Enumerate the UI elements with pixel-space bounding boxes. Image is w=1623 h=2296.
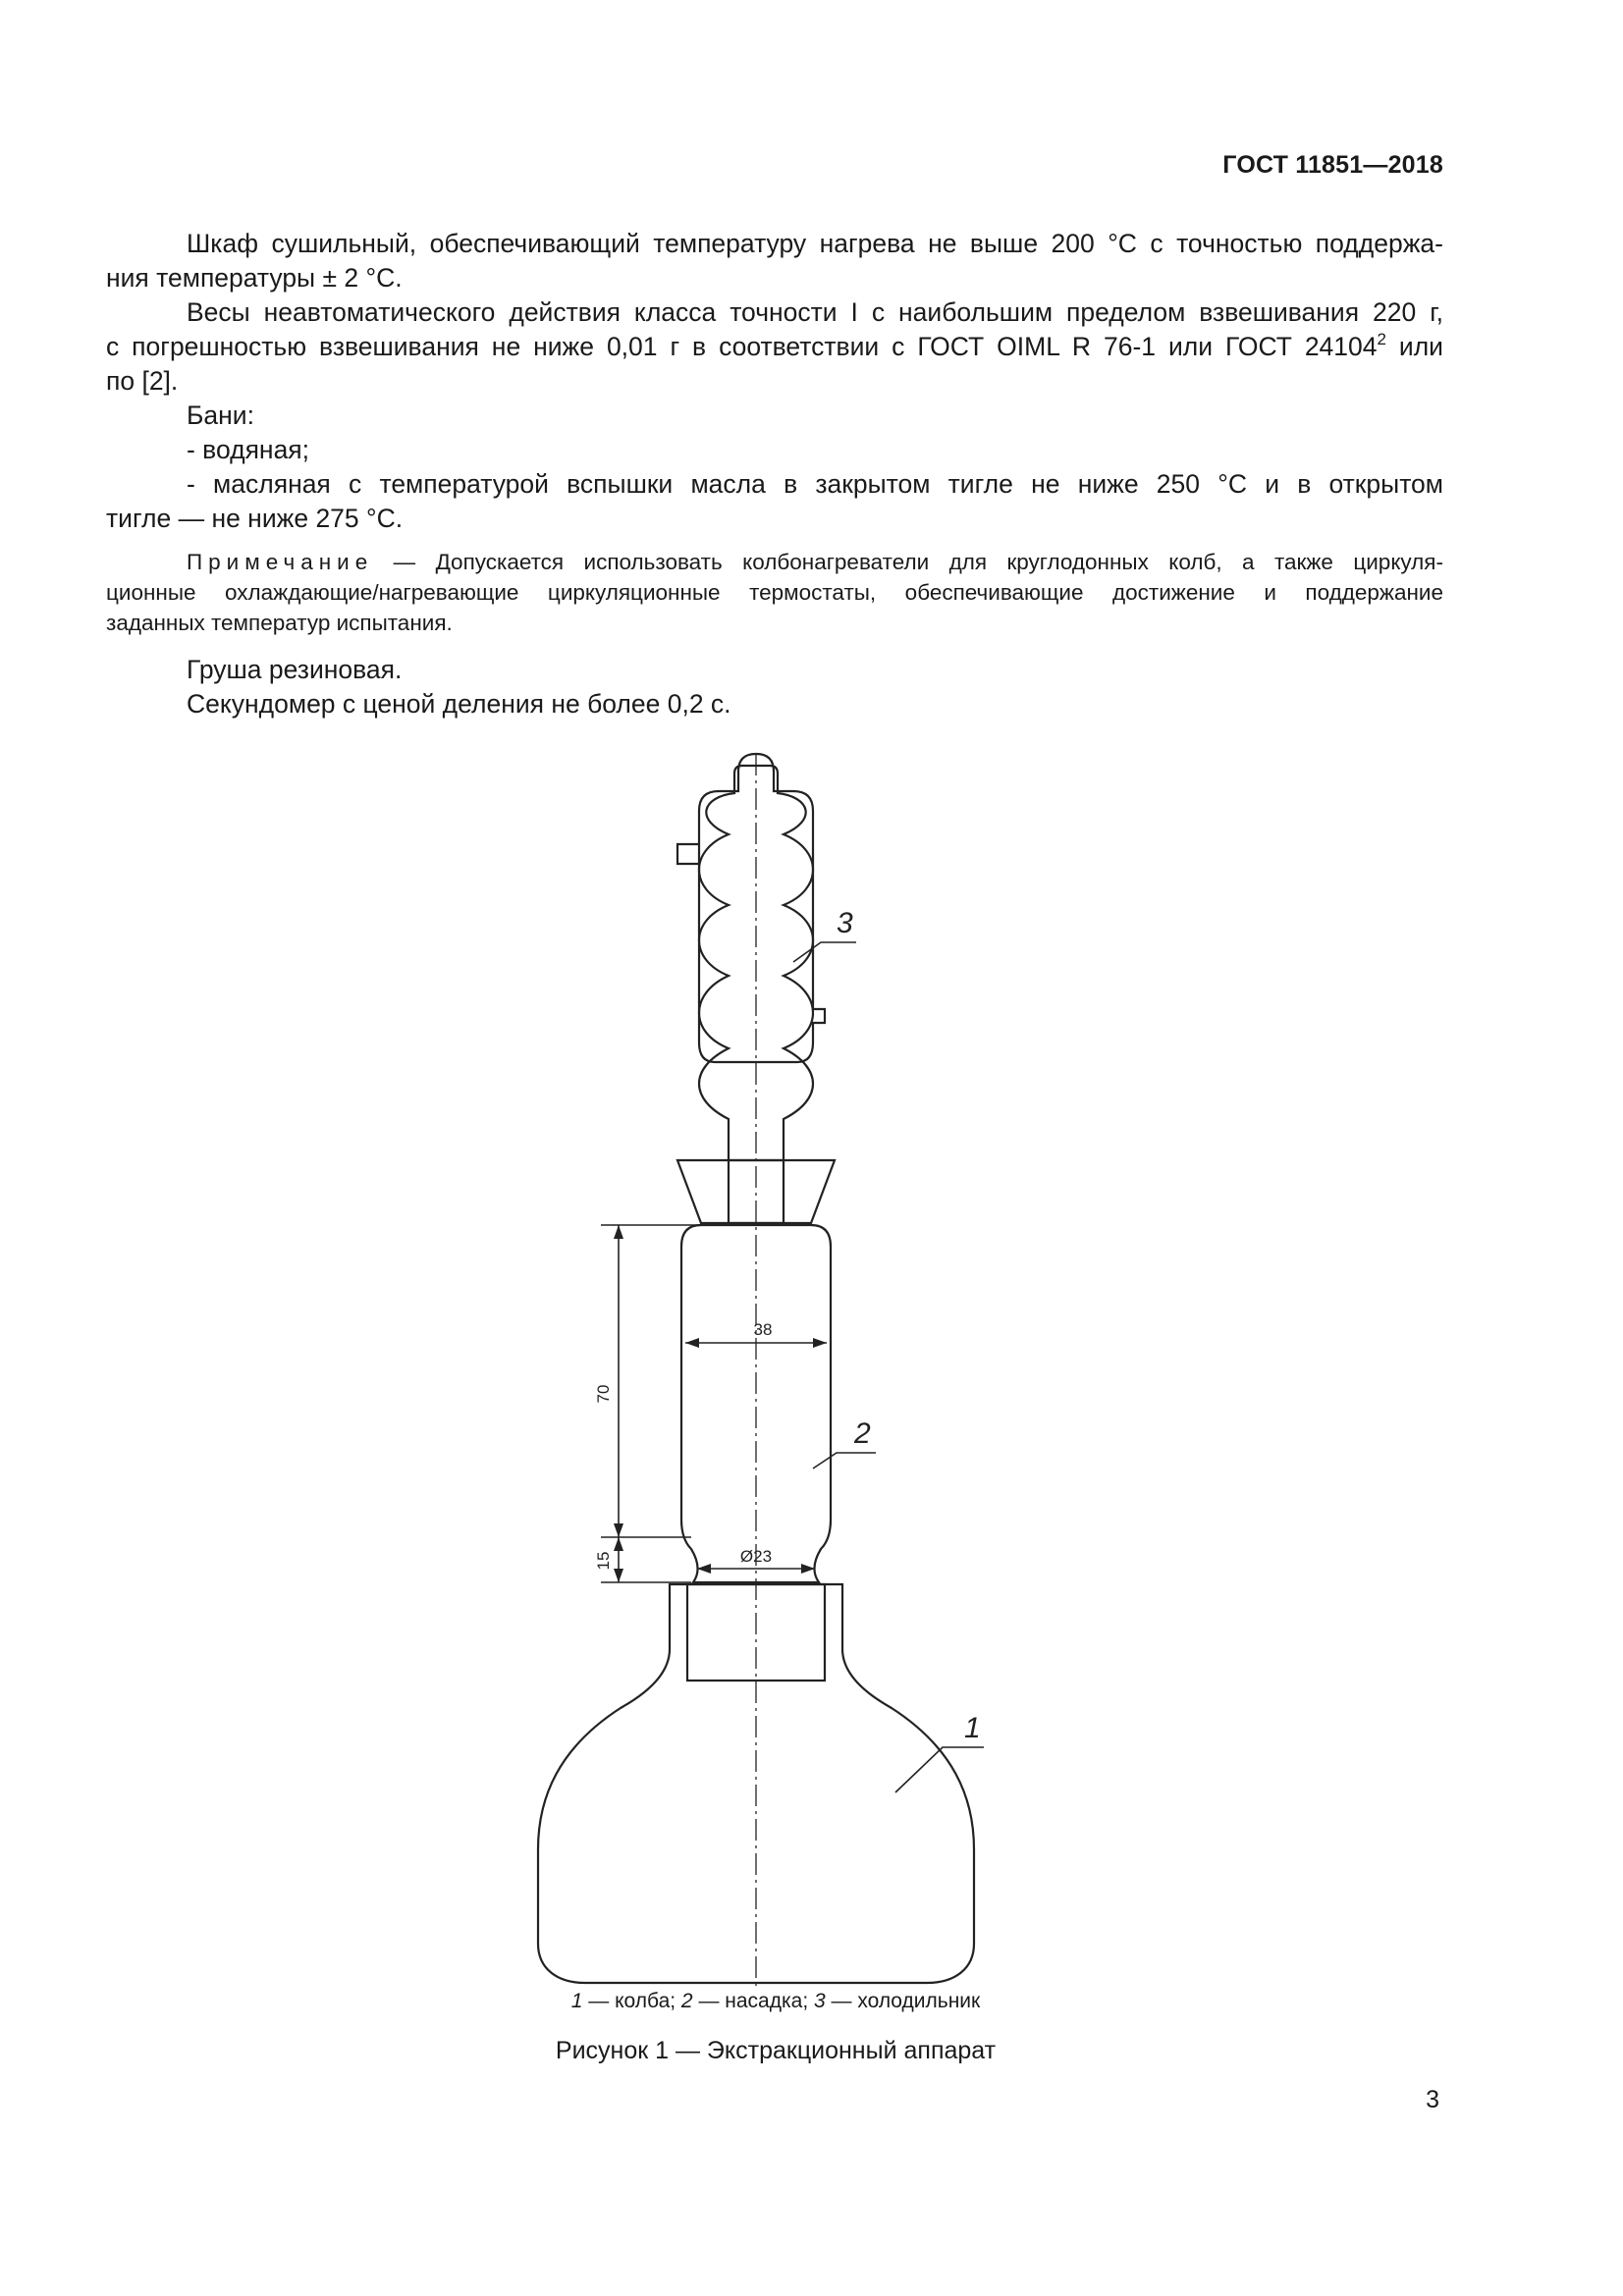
callout-2: 2 xyxy=(854,1417,871,1450)
callout-1: 1 xyxy=(964,1712,981,1744)
legend-key-2: 2 xyxy=(680,1990,693,2012)
legend-value-2: — насадка; xyxy=(692,1990,814,2012)
figure-legend xyxy=(383,1990,1168,2013)
note-line2: ционные охлаждающие/нагревающие циркуляционные термостаты, обеспечивающие достижение и поддержание xyxy=(106,580,1443,605)
legend-value-3: — холодильник xyxy=(825,1990,981,2012)
legend-key-3: 3 xyxy=(813,1990,826,2012)
list-item-oil-bath-line2: тигле — не ниже 275 °C. xyxy=(106,504,404,533)
page-number: 3 xyxy=(1426,2086,1439,2113)
footnote-mark[interactable]: 2 xyxy=(1377,330,1386,348)
dimension-15-label: 15 xyxy=(594,1551,613,1571)
dimension-dia-23-label: Ø23 xyxy=(739,1547,773,1566)
paragraph-scales-line1: Весы неавтоматического действия класса точности I с наибольшим пределом взвешивания 220 г, xyxy=(187,297,1443,327)
callout-3: 3 xyxy=(837,907,853,939)
paragraph-scales-line3: по [2]. xyxy=(106,366,179,396)
scales-line2-tail: или xyxy=(1385,332,1443,361)
paragraph-rubber-bulb: Груша резиновая. xyxy=(187,655,403,684)
paragraph-stopwatch: Секундомер с ценой деления не более 0,2 с. xyxy=(187,689,731,719)
paragraph-drying-cabinet-line2: ния температуры ± 2 °C. xyxy=(106,263,403,293)
legend-key-1: 1 xyxy=(570,1990,583,2012)
figure-title: Рисунок 1 — Экстракционный аппарат xyxy=(555,2037,997,2064)
dimension-vertical xyxy=(601,1225,699,1582)
list-item-oil-bath-line1: - масляная с температурой вспышки масла в закрытом тигле не ниже 250 °C и в открытом xyxy=(187,469,1443,499)
paragraph-baths: Бани: xyxy=(187,400,254,430)
scales-line2-text: с погрешностью взвешивания не ниже 0,01 г в соответствии с ГОСТ OIML R 76-1 или ГОСТ 24104 xyxy=(106,332,1378,361)
list-item-water-bath: - водяная; xyxy=(187,435,310,464)
note-dash: — xyxy=(373,550,436,574)
note-label: Примечание xyxy=(187,550,374,574)
note-line1-text: Допускается использовать колбонагреватели для круглодонных колб, а также циркуля- xyxy=(435,550,1443,574)
leader-lines xyxy=(793,942,984,1792)
document-number: ГОСТ 11851—2018 xyxy=(1222,151,1443,179)
dimension-70-label: 70 xyxy=(594,1384,613,1404)
legend-value-1: — колба; xyxy=(582,1990,681,2012)
note-line3: заданных температур испытания. xyxy=(106,611,453,635)
dimension-38-label: 38 xyxy=(753,1320,773,1339)
paragraph-drying-cabinet-line1: Шкаф сушильный, обеспечивающий температуру нагрева не выше 200 °C с точностью поддержа- xyxy=(187,229,1443,258)
